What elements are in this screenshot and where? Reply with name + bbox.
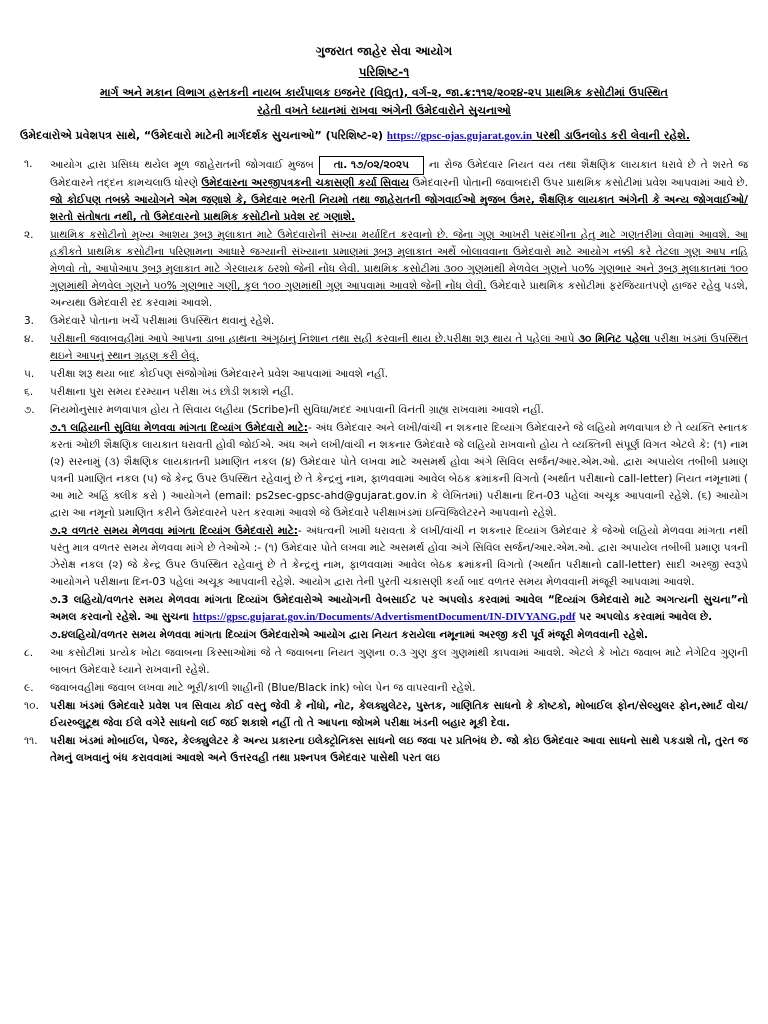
item-number: ૪. [24,333,34,345]
sub-item-7-3 [20,592,748,626]
list-item [20,698,748,732]
item-1-text-b: ના રોજ ઉમેદવાર નિયત વય તથા શૈક્ષણિક લાયકાત ધરાવે છે તે શરતે જ ઉમેદવારને તદ્દન કામચલાઉ ધોરણે [50,159,749,189]
item-number: ૧. [24,158,33,170]
item-1-text-e: જો કોઈપણ તબક્કે આયોગને એમ જણાશે કે, ઉમેદવાર ભરતી નિયમો તથા જાહેરાતની જોગવાઈઓ મુજબ ઉંમર, શૈક્ષણિક લાયકાત અંગેની કે અન્ય જોગવાઈઓ/શરતો સંતોષતા નથી, તો ઉમેદવારનો પ્રાથમિક કસોટીનો પ્રવેશ રદ ગણાશે. [50,194,748,223]
item-text [50,156,748,226]
sub-item-7-2-text: - અંધત્વની ખામી ધરાવતા કે લખી/વાંચી ન શકનાર દિવ્યાંગ ઉમેદવાર કે જેઓ લહિયો મેળવવા માંગતા નથી પરંતુ માત્ર વળતર સમય મેળવવા માંગે છે તેઓએ :- (૧) ઉમેદવાર પોતે લખવા માટે અસમર્થ હોવા અંગે સિવિલ સર્જન/આર.એમ.ઓ. દ્વારા અપાયેલ તબીબી પ્રમાણ પત્રની ઝેરોક્ષ નકલ (૨) જે કેન્દ્ર ઉપર ઉપસ્થિત રહેવાનું છે તે કેન્દ્રનું નામ, ફાળવવામાં આવેલ બેઠક ક્રમાંકની વિગતો (અર્થાત પરીક્ષાનો call-letter) સાદી અરજી સ્વરૂપે આયોગને પરીક્ષાના દિન-03 પહેલાં અચૂક આપવાની રહેશે. આયોગ દ્વારા તેની પુરતી ચકાસણી કર્યા બાદ વળતર સમય મેળવવાની મંજૂરી આપવામાં આવશે. [50,525,748,588]
appendix-title: પરિશિષ્ટ-૧ [358,65,410,79]
item-text: આ કસોટીમાં પ્રત્યેક ખોટા જવાબના કિસ્સાઓમાં જે તે જવાબના નિયત ગુણના ૦.૩ ગુણ કુલ ગુણમાંથી કાપવામાં આવશે. એટલે કે ખોટા જવાબ માટે નેગેટિવ ગુણની બાબત ઉમેદવારે ધ્યાને રાખવાની રહેશે. [50,647,748,676]
item-number: ૮. [24,647,34,659]
list-item [20,680,748,697]
item-text: જવાબવહીમાં જવાબ લખવા માટે ભૂરી/કાળી શાહીની (Blue/Black ink) બોલ પેન જ વાપરવાની રહેશે. [50,682,476,694]
item-number: ૨. [24,229,34,241]
item-number: 3. [24,315,35,327]
item-number: ૭. [24,404,35,416]
item-4-text-b: પરીક્ષા ખંડમાં ઉપસ્થિત થઇને આપનું સ્થાન ગ્રહણ કરી લેવું. [50,333,748,362]
document-page [20,0,748,767]
item-text: પરીક્ષા ખંડમાં ઉમેદવારે પ્રવેશ પત્ર સિવાય કોઈ વસ્તુ જેવી કે નોંધો, નોટ, કેલક્યુલેટર, પુસ્તક, ગાણિતિક સાધનો કે કોષ્ટકો, મોબાઈલ ફોન/સેલ્યુલર ફોન,સ્માર્ટ વોચ/ઈયરબ્લુટૂથ જેવા ઈલે વગેરે સાધનો લઈ જઈ શકાશે નહીં તો તે આપના જોખમે પરીક્ષા ખંડની બહાર મૂકી દેવા. [50,700,748,729]
item-number: ૧૧. [24,735,38,747]
sub-item-7-2 [20,523,748,591]
sub-item-7-1 [20,420,748,522]
list-item [20,733,748,767]
list-item [20,331,748,365]
item-1-text-a: આયોગ દ્વારા પ્રસિધ્ધ થયેલ મૂળ જાહેરાતની જોગવાઈ મુજબ [50,159,319,171]
sub-item-7-1-text: - અંધ ઉમેદવાર અને લખી/વાંચી ન શકનાર દિવ્યાંગ ઉમેદવારને જે લહિયો મળવાપાત્ર છે તે વ્યક્તિ સ્નાતક કરતાં ઓછી શૈક્ષણિક લાયકાત ધરાવતી હોવી જોઈએ. અંધ અને લખી/વાંચી ન શકનાર ઉમેદવારે જે લહિયો રાખવાનો હોય તે વ્યક્તિની સંપૂર્ણ વિગત એટલે કે: (૧) નામ (૨) સરનામું (૩) શૈક્ષણિક લાયકાતની પ્રમાણિત નકલ (૪) ઉમેદવાર પોતે લખવા માટે અસમર્થ હોવા અંગે સિવિલ સર્જન/આર.એમ.ઓ. દ્વારા અપાયેલ તબીબી પ્રમાણ પત્રની પ્રમાણિત નકલ (૫) જે કેન્દ્ર ઉપર ઉપસ્થિત રહેવાનું છે તે કેન્દ્રનું નામ, ફાળવવામાં આવેલ બેઠક ક્રમાંકની વિગતો (અર્થાત પરીક્ષાનો call-letter) નિયત નમૂનામાં ( આ માટે અહિં ક્લીક કરો ) આયોગને (email: ps2sec-gpsc-ahd@gujarat.gov.in કે લેખિતમાં) પરીક્ષાના દિન-03 પહેલાં અચૂક આપવાની રહેશે. (૬) આયોગ દ્વારા આ નમૂનો પ્રમાણિત કરીને ઉમેદવારને પરત કરવામાં આવશે જે ઉમેદવારે પરીક્ષાખંડમાં ઇન્વિજિલેટરને આપવાનો રહેશે. [50,422,748,519]
item-text: નિયમોનુસાર મળવાપાત્ર હોય તે સિવાય લહીયા (Scribe)ની સુવિધા/મદદ આપવાની વિનંતી ગ્રાહ્ય રાખવામાં આવશે નહીં. [50,404,545,416]
list-item [20,645,748,679]
item-4-text-bold: ૩૦ મિનિટ પહેલા [578,333,651,345]
item-text [50,227,748,312]
item-text: પરીક્ષા શરૂ થયા બાદ કોઈપણ સંજોગોમાં ઉમેદવારને પ્રવેશ આપવામાં આવશે નહીં. [50,368,388,380]
list-item [20,227,748,312]
item-text [50,331,748,365]
item-text: પરીક્ષા ખંડમાં મોબાઈલ, પેજર, કેલ્ક્યુલેટર કે અન્ય પ્રકારના ઇલેક્ટ્રોનિક્સ સાધનો લઇ જવા પર પ્રતિબંધ છે. જો કોઇ ઉમેદવાર આવા સાધનો સાથે પકડાશે તો, તુરત જ તેમનું લખવાનું બંધ કરાવવામાં આવશે અને ઉત્તરવહી તથા પ્રશ્નપત્ર ઉમેદવાર પાસેથી પરત લઇ [50,735,748,764]
subject-line-2: રહેતી વખતે ધ્યાનમાં રાખવા અંગેની ઉમેદવારોને સુચનાઓ [257,104,511,117]
list-item [20,402,748,419]
item-number: ૫. [24,368,35,380]
item-number: ૬. [24,386,34,398]
item-2-text-a: પ્રાથમિક કસોટીનો મુખ્ય આશય રૂબરૂ મુલાકાત માટે ઉમેદવારોની સંખ્યા મર્યાદિત કરવાનો છે. જેના ગુણ આખરી પસંદગીના હેતુ માટે ગણતરીમાં લેવામાં આવશે. આ હકીકતે પ્રાથમિક કસોટીના પરિણામના આધારે જગ્યાની સંખ્યાના પ્રમાણમાં રૂબરૂ મુલાકાત અર્થે બોલાવવાના ઉમેદવારો માટે આયોગ નક્કી કરે તેટલા ગુણ આપ નહિ મેળવો તો, આપોઆપ રૂબરૂ મુલાકાત માટે ગેરલાયક ઠરશો જેની નોંધ લેવી. પ્રાથમિક કસોટીમાં ૩૦૦ ગુણમાંથી મેળવેલ ગુણને ૫૦% ગુણભાર અને રૂબરૂ મુલાકાતમાં ૧૦૦ ગુણમાંથી મેળવેલ ગુણને ૫૦% ગુણભાર ગણી, કુલ ૧૦૦ ગુણમાંથી ગુણ આપવામાં આવશે જેની નોંધ લેવી. [50,229,748,292]
ojas-link[interactable]: https://gpsc-ojas.gujarat.gov.in [386,130,533,142]
sub-item-7-4: ૭.૪લહિયો/વળતર સમય મેળવવા માંગતા દિવ્યાંગ ઉમેદવારોએ આયોગ દ્વારા નિયત કરાયેલા નમૂનામાં અરજી કરી પૂર્વ મંજૂરી મેળવવાની રહેશે. [50,629,649,641]
date-box: તા. ૧૭/૦૨/૨૦૨૫ [319,156,424,175]
intro-text-after: પરથી ડાઉનલોડ કરી લેવાની રહેશે. [532,129,690,142]
list-item [20,384,748,401]
list-item [20,313,748,330]
sub-item-7-3-text: પર અપલોડ કરવામાં આવેલ છે. [575,611,713,623]
sub-item-7-3-heading: ૭.3 લહિયો/વળતર સમય મેળવવા માંગતા દિવ્યાંગ ઉમેદવારોએ આયોગની વેબસાઈટ પર અપલોડ કરવામાં આવેલ “દિવ્યાંગ ઉમેદવારો માટે અગત્યની સુચના”નો અમલ કરવાનો રહેશે. આ સુચના [50,594,748,623]
item-4-text-a: પરીક્ષાની જવાબવહીમાં આપે આપના ડાબા હાથના અંગૂઠાનું નિશાન તથા સહી કરવાની થાય છે.પરીક્ષા શરૂ થાય તે પહેલાં આપે [50,333,579,345]
sub-item-7-1-heading: ૭.૧ લહિયાની સુવિધા મેળવવા માંગતા દિવ્યાંગ ઉમેદવારો માટે: [50,422,308,434]
list-item [20,366,748,383]
divyang-link[interactable]: https://gpsc.gujarat.gov.in/Documents/AdvertismentDocument/IN-DIVYANG.pdf [192,611,576,623]
intro-paragraph [20,126,748,146]
item-number: ૯. [24,682,34,694]
org-title: ગુજરાત જાહેર સેવા આયોગ [315,44,453,58]
item-2-text-b: ઉમેદવારે પ્રાથમિક કસોટીમાં ફરજિયાતપણે હાજર રહેવુ પડશે, અન્યથા ઉમેદવારી રદ કરવામાં આવશે. [50,280,748,309]
item-text: પરીક્ષાના પુરા સમય દરમ્યાન પરીક્ષા ખંડ છોડી શકાશે નહીં. [50,386,294,398]
item-number: ૧૦. [24,700,39,712]
list-item [20,156,748,226]
sub-item-7-2-heading: ૭.૨ વળતર સમય મેળવવા માંગતા દિવ્યાંગ ઉમેદવારો માટે: [50,525,299,537]
subject-line-1: માર્ગ અને મકાન વિભાગ હસ્તકની નાયબ કાર્યપાલક ઇજનેર (વિદ્યુત), વર્ગ-૨, જા.ક્ર:૧૧૨/૨૦૨૪-૨૫ પ્રાથમિક કસોટીમાં ઉપસ્થિત [100,86,668,99]
item-1-text-c: ઉમેદવારના અરજીપત્રકની ચકાસણી કર્યા સિવાય [201,177,409,189]
intro-text-before: ઉમેદવારોએ પ્રવેશપત્ર સાથે, “ઉમેદવારો માટેની માર્ગદર્શક સુચનાઓ” (પરિશિષ્ટ-૨) [20,129,387,142]
item-text: ઉમેદવારે પોતાના ખર્ચે પરીક્ષામાં ઉપસ્થિત થવાનું રહેશે. [50,315,275,327]
item-1-text-d: ઉમેદવારની પોતાની જવાબદારી ઉપર પ્રાથમિક કસોટીમાં પ્રવેશ આપવામાં આવે છે. [408,177,748,189]
